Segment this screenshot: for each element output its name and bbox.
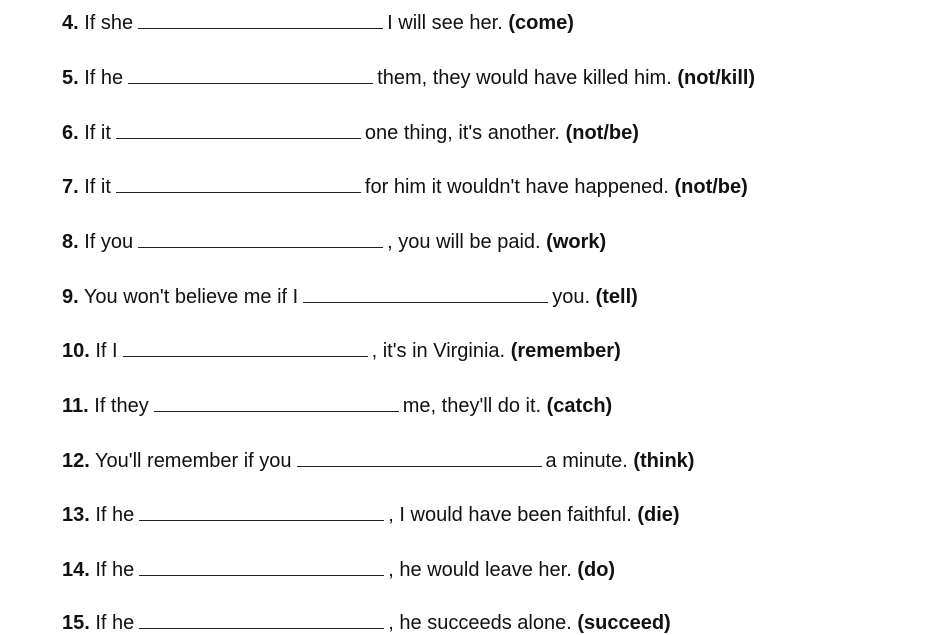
exercise-7 [62, 172, 748, 199]
sentence-start: If it [84, 122, 111, 144]
exercise-8 [62, 227, 606, 254]
answer-blank[interactable] [123, 336, 368, 357]
verb-hint: (think) [633, 450, 695, 472]
verb-hint: (come) [508, 12, 574, 34]
exercise-number: 8. [62, 231, 79, 253]
exercise-4 [62, 8, 574, 35]
sentence-end: , he would leave her. [388, 559, 572, 581]
exercise-number: 14. [62, 559, 90, 581]
verb-hint: (succeed) [577, 612, 671, 634]
exercise-number: 4. [62, 12, 79, 34]
exercise-number: 15. [62, 612, 90, 634]
exercise-number: 7. [62, 176, 79, 198]
exercise-number: 12. [62, 450, 90, 472]
answer-blank[interactable] [138, 8, 383, 29]
sentence-end: , it's in Virginia. [371, 340, 506, 362]
answer-blank[interactable] [128, 63, 373, 84]
verb-hint: (die) [637, 504, 680, 526]
answer-blank[interactable] [116, 118, 361, 139]
exercise-number: 5. [62, 67, 79, 89]
exercise-number: 6. [62, 122, 79, 144]
sentence-start: You won't believe me if I [83, 286, 299, 308]
exercise-number: 10. [62, 340, 90, 362]
exercise-5 [62, 63, 755, 90]
sentence-end: , he succeeds alone. [388, 612, 572, 634]
exercise-number: 11. [62, 395, 89, 417]
exercise-11 [62, 391, 612, 418]
verb-hint: (work) [546, 231, 607, 253]
verb-hint: (catch) [546, 395, 613, 417]
sentence-start: You'll remember if you [95, 450, 292, 472]
exercise-10 [62, 336, 621, 363]
answer-blank[interactable] [138, 227, 383, 248]
answer-blank[interactable] [303, 282, 548, 303]
answer-blank[interactable] [297, 446, 542, 467]
verb-hint: (do) [577, 559, 616, 581]
verb-hint: (remember) [510, 340, 621, 362]
exercise-12 [62, 446, 694, 473]
exercise-13 [62, 500, 680, 527]
exercise-number: 9. [62, 286, 79, 308]
exercise-9 [62, 282, 638, 309]
sentence-start: If it [84, 176, 111, 198]
answer-blank[interactable] [139, 608, 384, 629]
sentence-start: If he [84, 67, 124, 89]
sentence-end: them, they would have killed him. [377, 67, 672, 89]
exercise-15 [62, 608, 671, 635]
sentence-end: a minute. [545, 450, 628, 472]
sentence-start: If she [84, 12, 134, 34]
sentence-start: If he [95, 612, 135, 634]
sentence-end: me, they'll do it. [402, 395, 542, 417]
sentence-end: you. [552, 286, 591, 308]
verb-hint: (not/be) [674, 176, 748, 198]
sentence-end: for him it wouldn't have happened. [364, 176, 669, 198]
answer-blank[interactable] [139, 500, 384, 521]
sentence-end: , I would have been faithful. [388, 504, 632, 526]
exercise-number: 13. [62, 504, 90, 526]
answer-blank[interactable] [116, 172, 361, 193]
sentence-end: I will see her. [387, 12, 503, 34]
sentence-start: If he [95, 504, 135, 526]
exercise-14 [62, 555, 615, 582]
answer-blank[interactable] [154, 391, 399, 412]
verb-hint: (not/be) [565, 122, 639, 144]
verb-hint: (not/kill) [677, 67, 756, 89]
sentence-end: one thing, it's another. [364, 122, 560, 144]
exercise-6 [62, 118, 639, 145]
sentence-start: If you [84, 231, 134, 253]
verb-hint: (tell) [595, 286, 638, 308]
sentence-start: If they [94, 395, 149, 417]
answer-blank[interactable] [139, 555, 384, 576]
sentence-start: If I [95, 340, 118, 362]
sentence-start: If he [95, 559, 135, 581]
sentence-end: , you will be paid. [387, 231, 541, 253]
